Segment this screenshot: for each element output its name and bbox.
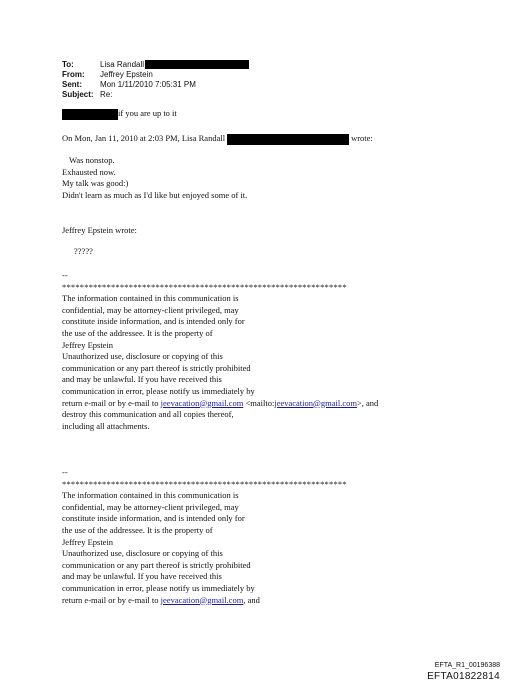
from-label: From: (62, 70, 85, 79)
disclaimer-line: the use of the addressee. It is the property of (62, 524, 213, 535)
mailto-link[interactable]: jeevacation@gmail.com (274, 397, 357, 408)
email-link[interactable]: jeevacation@gmail.com (160, 397, 244, 408)
disclaimer-block (62, 270, 378, 432)
sent-label: Sent: (62, 80, 82, 89)
disclaimer-line: The information contained in this communication is (62, 490, 239, 501)
quote-intro-text: On Mon, Jan 11, 2010 at 2:03 PM, Lisa Randall (62, 133, 226, 143)
disclaimer-line: constitute inside information, and is intended only for (62, 316, 245, 327)
quoted-message (62, 155, 247, 201)
disclaimer-line: communication or any part thereof is strictly prohibited (62, 559, 251, 570)
reply-line (62, 108, 177, 120)
disclaimer-line: including all attachments. (62, 420, 150, 431)
email-header (62, 60, 249, 100)
disclaimer-line: Jeffrey Epstein (62, 339, 114, 350)
subject-value: Re: (100, 90, 113, 99)
disclaimer-line: Unauthorized use, disclosure or copying of this (62, 548, 223, 559)
disclaimer-line: communication or any part thereof is strictly prohibited (62, 362, 251, 373)
disclaimer-return-line (62, 398, 378, 410)
redaction-bar (62, 109, 118, 120)
quote-line: My talk was good:) (62, 178, 129, 189)
quote-intro-end: wrote: (351, 133, 373, 143)
disclaimer-return-line (62, 595, 362, 607)
to-label: To: (62, 60, 74, 69)
stars-divider: **************************************************************** (62, 281, 347, 292)
subject-label: Subject: (62, 90, 94, 99)
redaction-bar (227, 134, 349, 145)
disclaimer-line: constitute inside information, and is intended only for (62, 513, 245, 524)
disclaimer-line: communication in error, please notify us immediately by (62, 582, 255, 593)
inner-text: ????? (74, 246, 93, 256)
disclaimer-line: and may be unlawful. If you have received this (62, 571, 222, 582)
return-prefix: return e-mail or by e-mail to (62, 594, 161, 605)
from-value: Jeffrey Epstein (100, 70, 153, 79)
to-row (62, 60, 249, 70)
quote-line: Didn't learn as much as I'd like but enjoyed some of it. (62, 189, 248, 200)
disclaimer-line: Jeffrey Epstein (62, 536, 114, 547)
signature-dashes: -- (62, 467, 68, 477)
redaction-bar (145, 60, 249, 69)
mailto-suffix: >, and (356, 397, 379, 408)
from-row (62, 70, 249, 80)
disclaimer-line: Unauthorized use, disclosure or copying of this (62, 351, 223, 362)
reply-text: if you are up to it (118, 108, 177, 118)
to-value: Lisa Randall (100, 60, 145, 69)
disclaimer-line: destroy this communication and all copies thereof, (62, 409, 234, 420)
sent-row (62, 80, 249, 90)
quote-line: Was nonstop. (69, 155, 115, 165)
signature-dashes: -- (62, 270, 68, 280)
quote-line: Exhausted now. (62, 166, 116, 177)
disclaimer-line: and may be unlawful. If you have received this (62, 374, 222, 385)
disclaimer-line: The information contained in this communication is (62, 293, 239, 304)
subject-row (62, 90, 249, 100)
disclaimer-block-repeat (62, 467, 362, 606)
return-suffix: , and (243, 594, 260, 605)
stars-divider: **************************************************************** (62, 478, 347, 489)
disclaimer-line: confidential, may be attorney-client privileged, may (62, 501, 239, 512)
document-id-small: EFTA_R1_00196388 (434, 662, 500, 669)
document-id-bates: EFTA01822814 (427, 671, 500, 682)
disclaimer-line: confidential, may be attorney-client privileged, may (62, 304, 239, 315)
email-link[interactable]: jeevacation@gmail.com (160, 594, 244, 605)
disclaimer-line: communication in error, please notify us immediately by (62, 385, 255, 396)
sent-value: Mon 1/11/2010 7:05:31 PM (100, 80, 196, 89)
return-prefix: return e-mail or by e-mail to (62, 397, 161, 408)
quote-intro (62, 133, 373, 145)
mailto-prefix: <mailto: (243, 397, 275, 408)
disclaimer-line: the use of the addressee. It is the property of (62, 327, 213, 338)
inner-intro: Jeffrey Epstein wrote: (62, 225, 137, 235)
